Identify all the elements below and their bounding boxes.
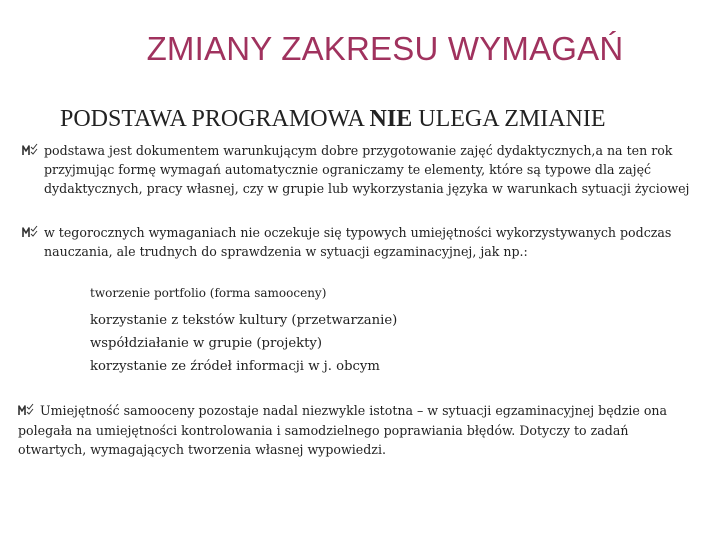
list-item: korzystanie ze źródeł informacji w j. obcym	[90, 359, 380, 374]
bullet-item-2	[22, 223, 694, 261]
bullet-text: podstawa jest dokumentem warunkującym dobre przygotowanie zajęć dydaktycznych,a na ten rok przyjmując formę wymagań automatycznie ograniczamy te elementy, które są typowe dla zajęć dydaktycznych, pracy własnej, czy w grupie lub wykorzystania języka w warunkach sytuacji życiowej	[44, 143, 690, 196]
slide-subtitle	[60, 106, 606, 133]
subtitle-text-start: PODSTAWA PROGRAMOWA	[60, 106, 370, 132]
final-paragraph-text: Umiejętność samooceny pozostaje nadal niezwykle istotna – w sytuacji egzaminacyjnej będzie ona polegała na umiejętności kontrolowania i samodzielnego poprawiania błędów. Dotyczy to zadań otwartych, wymagających tworzenia własnej wypowiedzi.	[18, 403, 668, 457]
list-item: współdziałanie w grupie (projekty)	[90, 336, 323, 351]
list-item: tworzenie portfolio (forma samooceny)	[90, 286, 327, 300]
subtitle-text-end: ULEGA ZMIANIE	[412, 106, 606, 132]
checklist-icon	[18, 403, 34, 417]
slide-title: ZMIANY ZAKRESU WYMAGAŃ	[146, 30, 624, 67]
checklist-icon	[22, 143, 38, 157]
bullet-text: w tegorocznych wymaganiach nie oczekuje się typowych umiejętności wykorzystywanych podczas nauczania, ale trudnych do sprawdzenia w sytuacji egzaminacyjnej, jak np.:	[44, 225, 672, 259]
final-paragraph	[18, 401, 698, 460]
list-item: korzystanie z tekstów kultury (przetwarzanie)	[90, 313, 398, 328]
checklist-icon	[22, 225, 38, 239]
examples-list	[90, 283, 397, 378]
subtitle-emphasis: NIE	[369, 106, 413, 132]
bullet-item-1	[22, 141, 694, 198]
